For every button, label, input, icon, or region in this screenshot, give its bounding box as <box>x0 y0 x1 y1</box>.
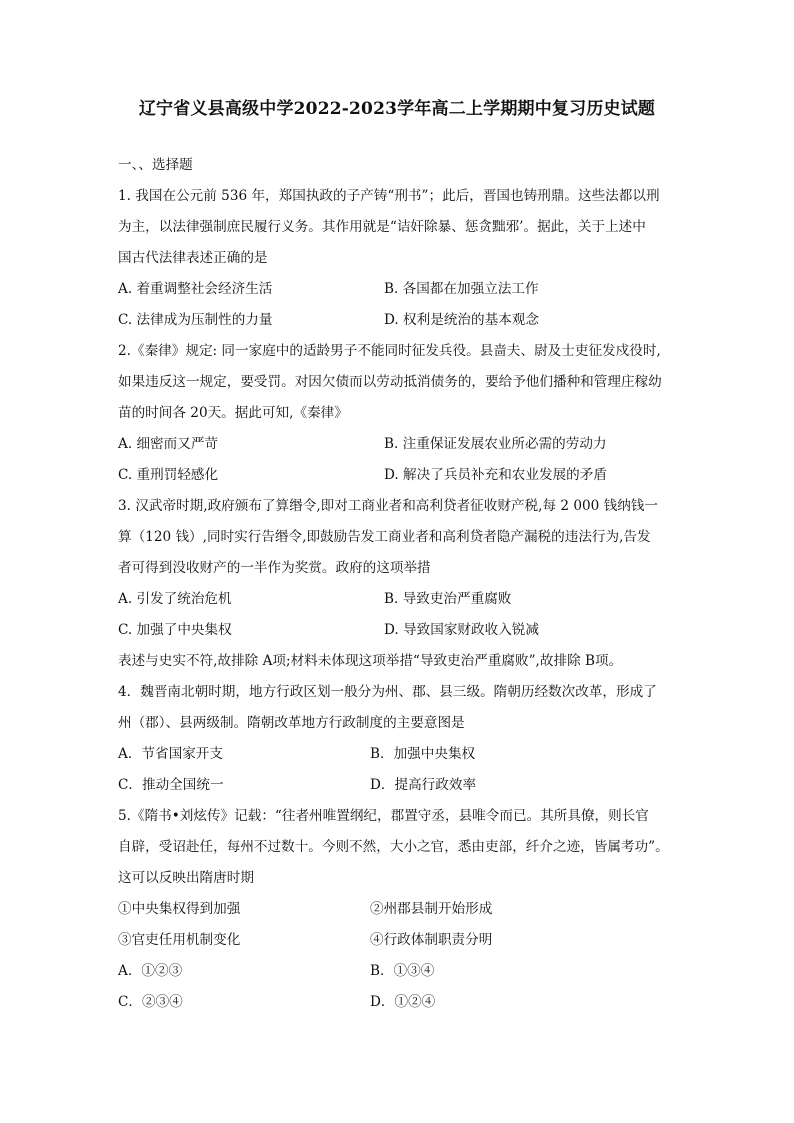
question-text-line: 1. 我国在公元前 536 年，郑国执政的子产铸“刑书”；此后，晋国也铸刑鼎。这些法都以刑 <box>118 188 660 204</box>
section-header: 一、、选择题 <box>118 157 193 173</box>
question-text-line: 如果违反这一规定，要受罚。对因欠债而以劳动抵消债务的，要给予他们播种和管理庄稼幼 <box>118 374 662 390</box>
question-text-line: 自辟，受诏赴任，每州不过数十。今则不然，大小之官，悉由吏部，纤介之迹，皆属考功”。 <box>118 839 669 855</box>
question-5 <box>118 801 683 1018</box>
option-row <box>118 584 683 615</box>
option-row <box>118 615 683 646</box>
option-c: C. 加强了中央集权 <box>118 622 232 638</box>
statement-4: ④行政体制职责分明 <box>370 932 493 948</box>
option-row <box>118 739 683 770</box>
option-d: D. 权利是统治的基本观念 <box>384 312 539 328</box>
option-c: C. 重刑罚轻感化 <box>118 467 219 483</box>
option-a: A. 细密而又严苛 <box>118 436 219 452</box>
option-row <box>118 460 683 491</box>
statement-1: ①中央集权得到加强 <box>118 901 241 917</box>
option-row <box>118 956 683 987</box>
option-d: D．①②④ <box>370 994 436 1010</box>
option-row <box>118 429 683 460</box>
question-text-line: 4．魏晋南北朝时期，地方行政区划一般分为州、郡、县三级。隋朝历经数次改革，形成了 <box>118 684 657 700</box>
option-c: C．推动全国统一 <box>118 777 224 793</box>
page-title: 辽宁省义县高级中学2022-2023学年高二上学期期中复习历史试题 <box>138 99 656 119</box>
option-c: C．②③④ <box>118 994 183 1010</box>
option-row <box>118 770 683 801</box>
statement-row <box>118 894 683 925</box>
question-text-line: 算（120 钱）,同时实行告缗令,即鼓励告发工商业者和高利贷者隐产漏税的违法行为,告发 <box>118 529 651 545</box>
statement-row <box>118 925 683 956</box>
question-text-line: 州（郡）、县两级制。隋朝改革地方行政制度的主要意图是 <box>118 715 465 731</box>
question-text-line: 2.《秦律》规定: 同一家庭中的适龄男子不能同时征发兵役。县啬夫、尉及士吏征发戍役时, <box>118 343 661 359</box>
option-a: A．节省国家开支 <box>118 746 223 762</box>
exam-content <box>118 150 683 1018</box>
question-3 <box>118 491 683 677</box>
option-c: C. 法律成为压制性的力量 <box>118 312 273 328</box>
question-text-line: 3. 汉武帝时期,政府颁布了算缗令,即对工商业者和高利贷者征收财产税,每 2 000 钱纳钱一 <box>118 498 658 514</box>
option-d: D．提高行政效率 <box>370 777 477 793</box>
option-row <box>118 305 683 336</box>
option-b: B. 各国都在加强立法工作 <box>384 281 539 297</box>
option-a: A．①②③ <box>118 963 183 979</box>
question-1 <box>118 181 683 336</box>
option-row <box>118 274 683 305</box>
question-text-line: 国古代法律表述正确的是 <box>118 250 268 266</box>
question-text-line: 5.《隋书•刘炫传》记载：“往者州唯置纲纪，郡置守丞，县唯令而已。其所具僚，则长官 <box>118 808 649 824</box>
option-a: A. 引发了统治危机 <box>118 591 232 607</box>
option-a: A. 着重调整社会经济生活 <box>118 281 273 297</box>
statement-2: ②州郡县制开始形成 <box>370 901 493 917</box>
question-text-line: 苗的时间各 20天。据此可知,《秦律》 <box>118 405 348 421</box>
question-text-line: 为主，以法律强制庶民履行义务。其作用就是“诘奸除暴、惩贪黜邪’。据此，关于上述中 <box>118 219 646 235</box>
statement-3: ③官吏任用机制变化 <box>118 932 241 948</box>
option-d: D. 解决了兵员补充和农业发展的矛盾 <box>384 467 607 483</box>
question-text-line: 这可以反映出隋唐时期 <box>118 870 254 886</box>
option-b: B．①③④ <box>370 963 435 979</box>
option-d: D. 导致国家财政收入锐减 <box>384 622 539 638</box>
option-b: B. 导致吏治严重腐败 <box>384 591 512 607</box>
question-text-line: 者可得到没收财产的一半作为奖赏。政府的这项举措 <box>118 560 431 576</box>
answer-note: 表述与史实不符,故排除 A项;材料未体现这项举措“导致吏治严重腐败”,故排除 B项。 <box>118 653 623 669</box>
option-row <box>118 987 683 1018</box>
option-b: B. 注重保证发展农业所必需的劳动力 <box>384 436 607 452</box>
question-4 <box>118 677 683 801</box>
question-2 <box>118 336 683 491</box>
option-b: B．加强中央集权 <box>370 746 476 762</box>
